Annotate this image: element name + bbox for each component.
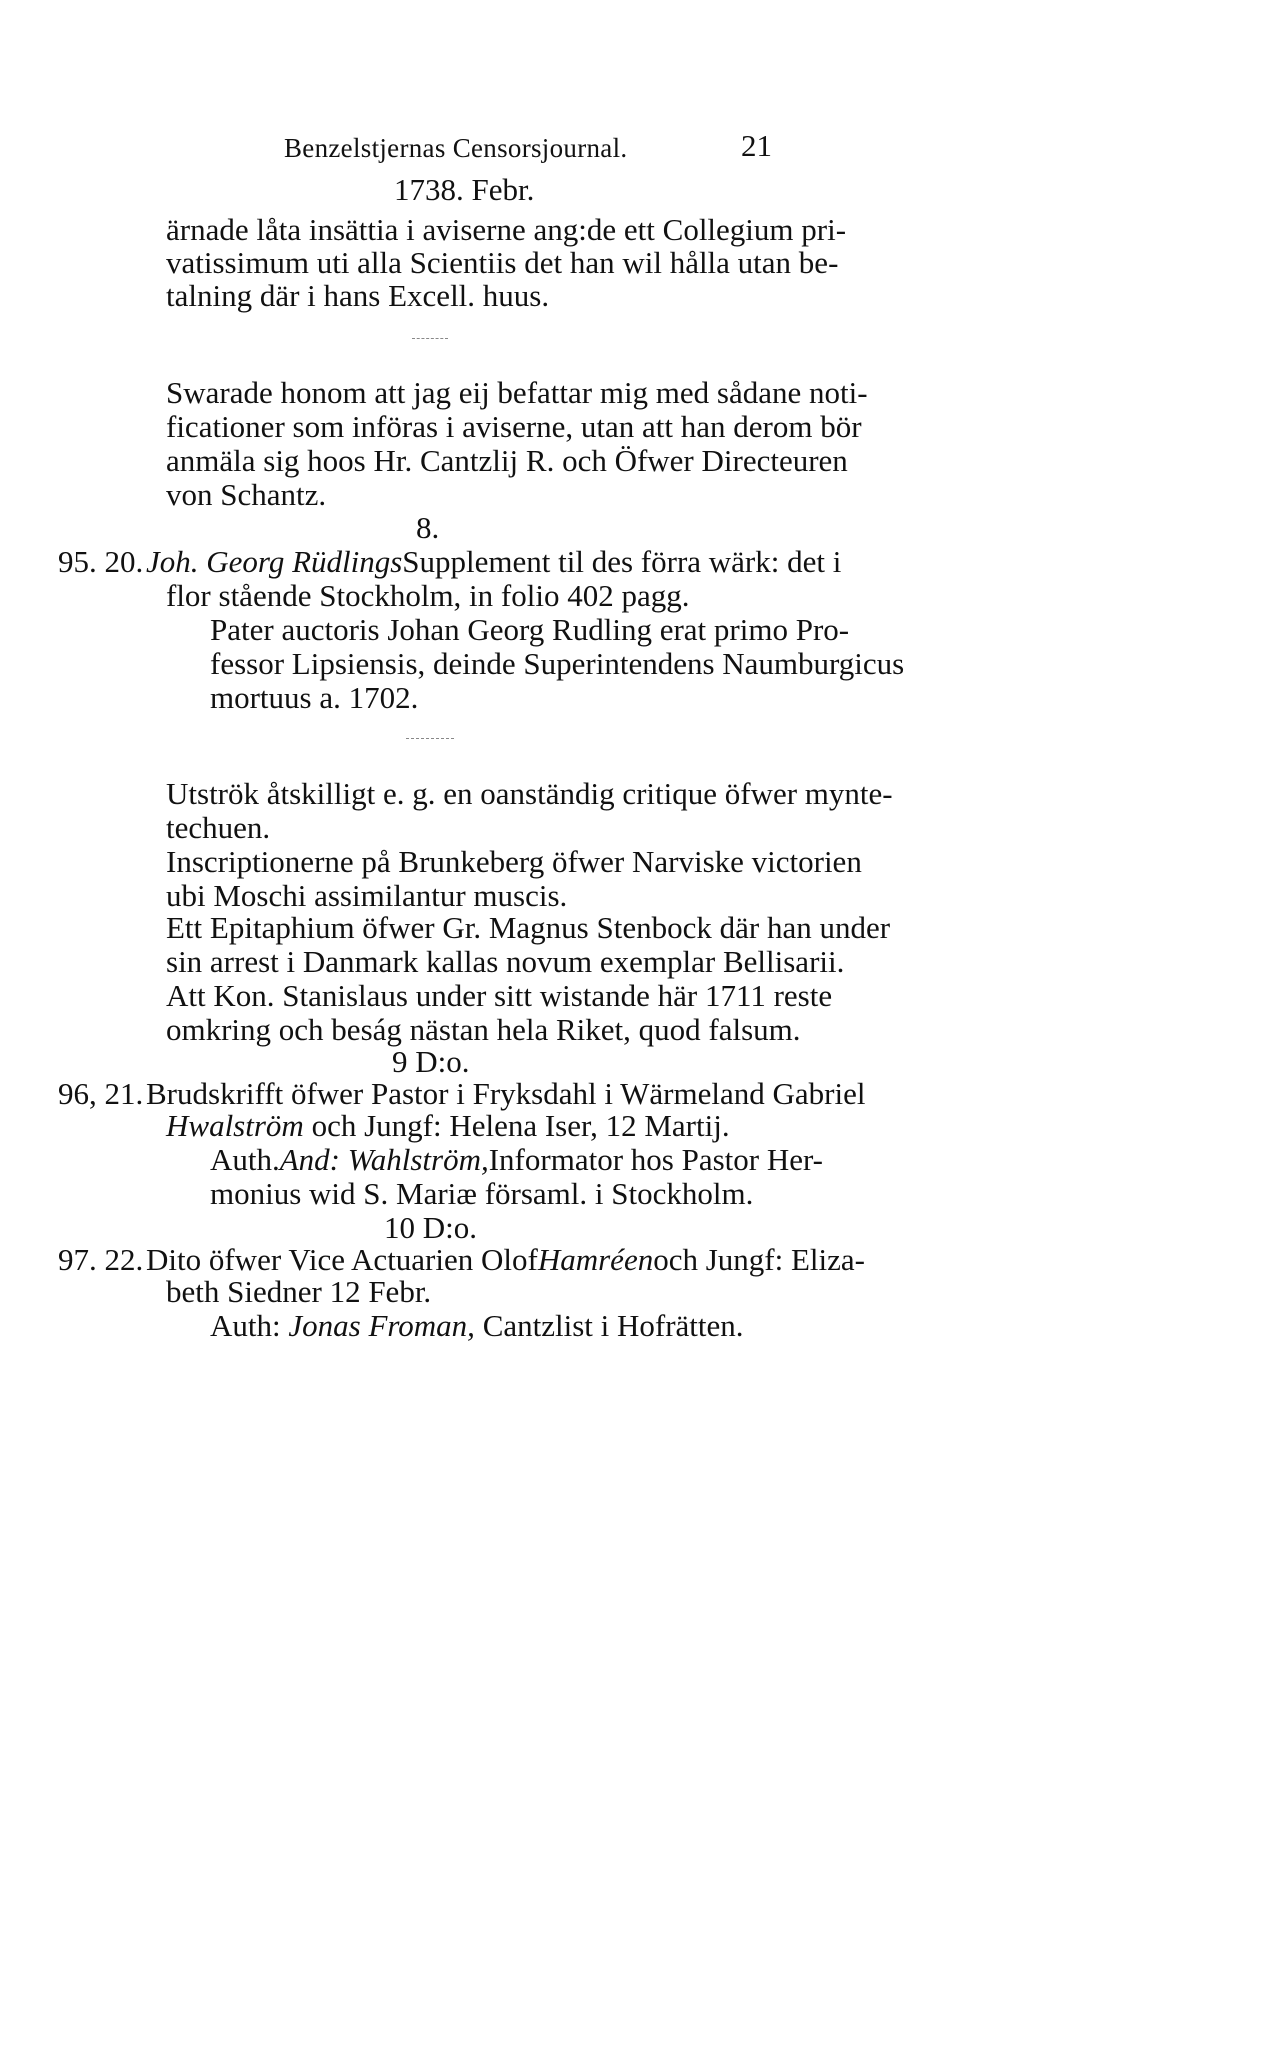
entry-text: och Jungf: Helena Iser, 12 Martij. [311, 1108, 730, 1143]
entry-number: 97. 22. [58, 1242, 144, 1277]
paragraph-line: anmäla sig hoos Hr. Cantzlij R. och Öfwer Directeuren [166, 443, 848, 478]
entry-line: beth Siedner 12 Febr. [166, 1274, 432, 1309]
paragraph-line: Ett Epitaphium öfwer Gr. Magnus Stenbock där han under [166, 910, 891, 945]
auth-prefix: Auth: [210, 1308, 281, 1343]
author-line: monius wid S. Mariæ församl. i Stockholm. [210, 1176, 754, 1211]
entry-text: Cantzlist i Hofrätten. [482, 1308, 744, 1343]
groom-name: Hamréen [537, 1242, 654, 1277]
section-divider [406, 738, 454, 739]
author-line [210, 1306, 744, 1346]
author-name: Joh. Georg Rüdlings [146, 544, 403, 579]
author-name: And: Wahlström, [279, 1142, 489, 1177]
entry-text: och Jungf: Eliza- [653, 1242, 865, 1277]
paragraph-line: omkring och beság nästan hela Riket, quod falsum. [166, 1012, 801, 1047]
paragraph-line: Utströk åtskilligt e. g. en oanständig critique öfwer mynte- [166, 776, 893, 811]
date-heading: 1738. Febr. [394, 172, 535, 207]
entry-text: Dito öfwer Vice Actuarien Olof [146, 1242, 538, 1277]
entry-line: flor stående Stockholm, in folio 402 pagg. [166, 578, 690, 613]
note-line: Pater auctoris Johan Georg Rudling erat primo Pro- [210, 612, 850, 647]
entry-text: Informator hos Pastor Her- [488, 1142, 823, 1177]
paragraph-line: von Schantz. [166, 477, 327, 512]
paragraph-line: talning där i hans Excell. huus. [166, 278, 550, 313]
paragraph-line: vatissimum uti alla Scientiis det han wil hålla utan be- [166, 245, 839, 280]
paragraph-line: Att Kon. Stanislaus under sitt wistande här 1711 reste [166, 978, 833, 1013]
entry-line: Brudskrifft öfwer Pastor i Fryksdahl i Wärmeland Gabriel [146, 1076, 866, 1111]
day-heading: 9 D:o. [392, 1044, 470, 1079]
groom-name: Hwalström [166, 1108, 304, 1143]
paragraph-line: ärnade låta insättia i aviserne ang:de ett Collegium pri- [166, 212, 847, 247]
entry-text: Supplement til des förra wärk: det i [402, 544, 842, 579]
paragraph-line: sin arrest i Danmark kallas novum exemplar Bellisarii. [166, 944, 845, 979]
day-heading: 10 D:o. [384, 1210, 477, 1245]
note-line: fessor Lipsiensis, deinde Superintendens Naumburgicus [210, 646, 905, 681]
paragraph-line: Swarade honom att jag eij befattar mig med sådane noti- [166, 375, 868, 410]
paragraph-line: Inscriptionerne på Brunkeberg öfwer Narviske victorien [166, 844, 862, 879]
auth-prefix: Auth. [210, 1142, 280, 1177]
paragraph-line: ficationer som införas i aviserne, utan att han derom bör [166, 409, 862, 444]
paragraph-line: techuen. [166, 810, 271, 845]
author-name: Jonas Froman, [288, 1308, 475, 1343]
day-heading: 8. [416, 510, 440, 545]
page-number: 21 [741, 128, 772, 163]
paragraph-line: ubi Moschi assimilantur muscis. [166, 878, 568, 913]
section-divider [412, 338, 448, 339]
running-title: Benzelstjernas Censorsjournal. [284, 133, 628, 163]
note-line: mortuus a. 1702. [210, 680, 419, 715]
entry-number: 96, 21. [58, 1076, 144, 1111]
entry-number: 95. 20. [58, 544, 144, 579]
